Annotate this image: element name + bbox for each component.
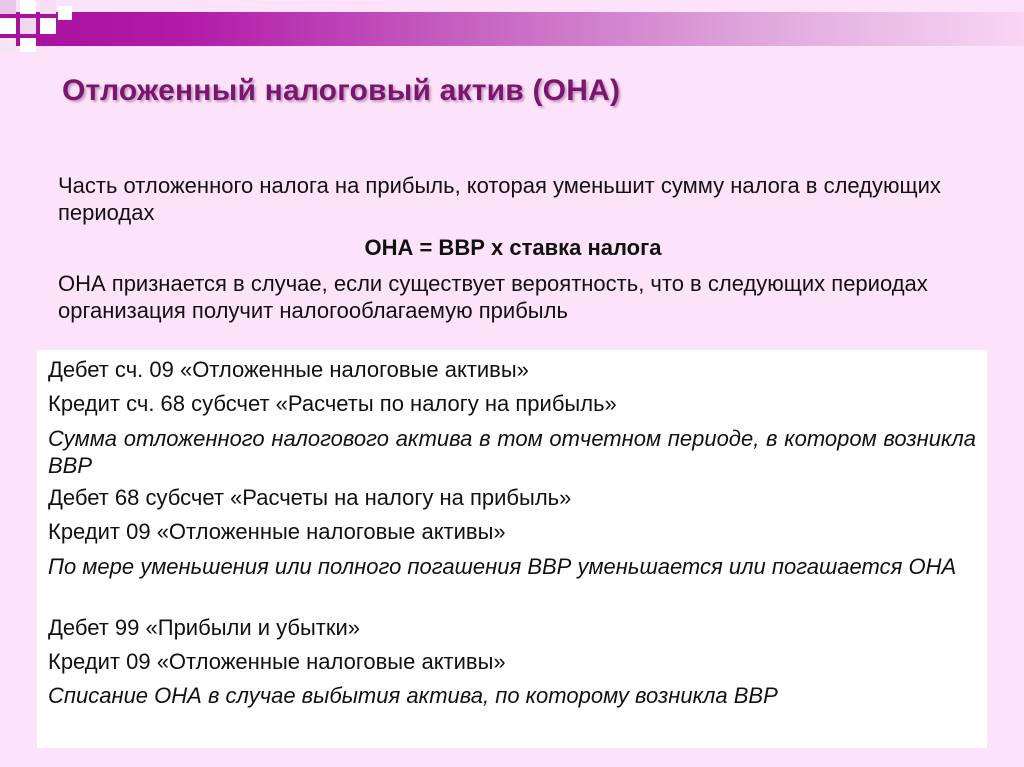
entry-debit-09: Дебет сч. 09 «Отложенные налоговые активы» — [48, 357, 529, 382]
entry-credit-68: Кредит сч. 68 субсчет «Расчеты по налогу на прибыль» — [48, 391, 617, 416]
entry-credit-09: Кредит 09 «Отложенные налоговые активы» — [48, 519, 506, 544]
decor-square — [40, 18, 56, 34]
entry-note-writeoff: Списание ОНА в случае выбытия актива, по которому возникла ВВР — [48, 683, 778, 708]
decor-square — [0, 0, 16, 14]
accounting-entries-box — [37, 350, 987, 748]
definition-text: Часть отложенного налога на прибыль, которая уменьшит сумму налога в следующих периодах — [58, 173, 941, 225]
formula-text: ОНА = ВВР х ставка налога — [364, 235, 662, 260]
decor-square — [20, 38, 36, 52]
decor-square — [58, 6, 72, 20]
decor-square — [0, 38, 16, 52]
slide-title: Отложенный налоговый актив (ОНА) — [62, 74, 621, 107]
decor-square — [20, 0, 36, 14]
entry-note-recognition: Сумма отложенного налогового актива в том отчетном периоде, в котором возникла ВВР — [48, 426, 976, 478]
entry-credit-09-writeoff: Кредит 09 «Отложенные налоговые активы» — [48, 649, 506, 674]
entry-debit-68: Дебет 68 субсчет «Расчеты на налогу на прибыль» — [48, 485, 572, 510]
entry-note-reduction: По мере уменьшения или полного погашения ВВР уменьшается или погашается ОНА — [48, 554, 957, 579]
header-gradient-bar — [0, 12, 1024, 46]
recognition-text: ОНА признается в случае, если существует вероятность, что в следующих периодах организация получит налогооблагаемую прибыль — [58, 271, 928, 323]
decor-square — [0, 18, 16, 34]
decor-square — [40, 0, 56, 14]
decor-square — [20, 18, 36, 34]
entry-debit-99: Дебет 99 «Прибыли и убытки» — [48, 615, 361, 640]
